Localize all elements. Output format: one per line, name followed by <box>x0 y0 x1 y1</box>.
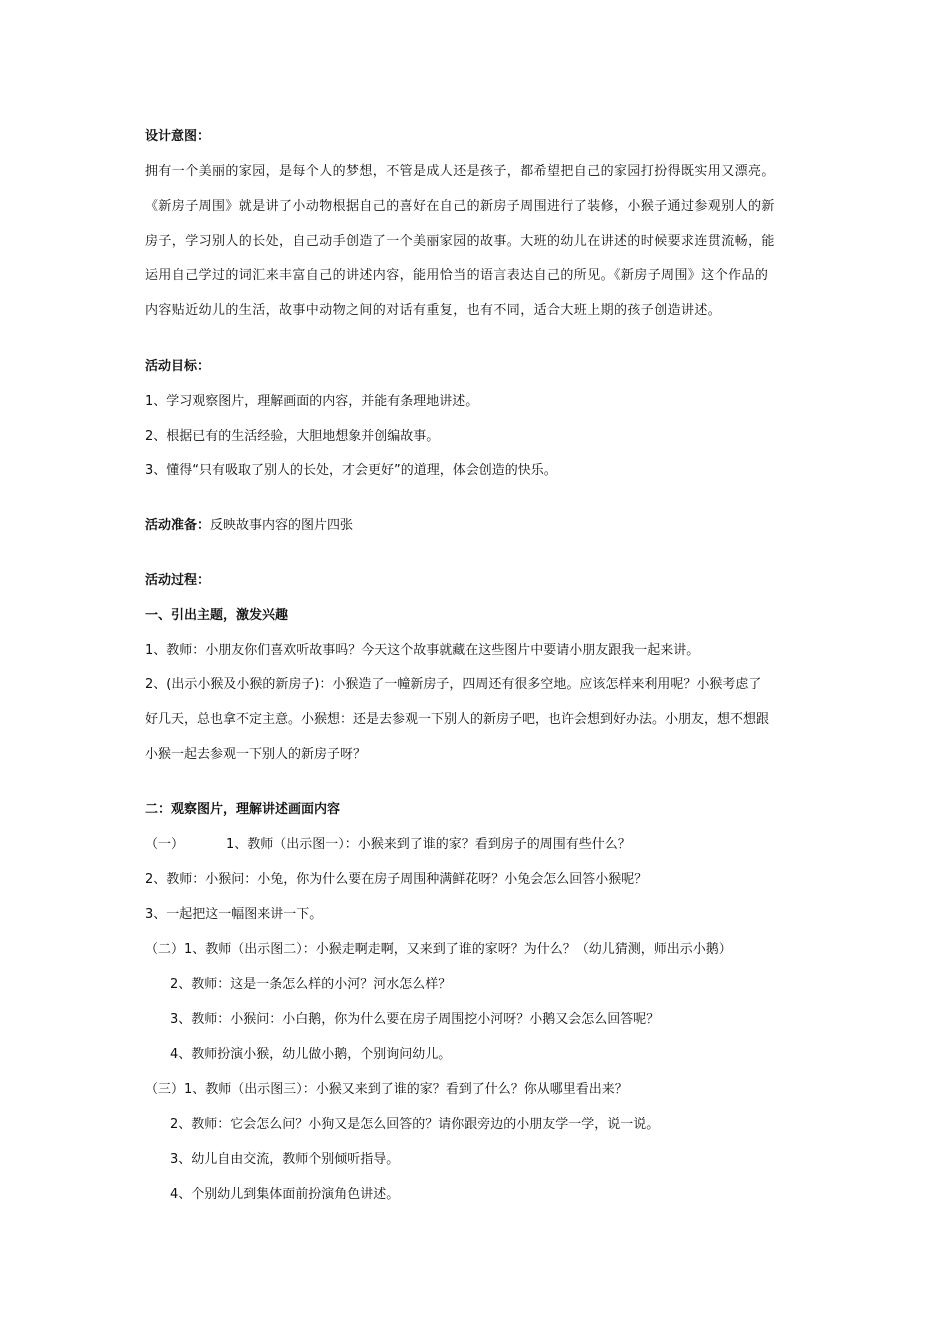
goals-heading: 活动目标： <box>145 359 211 374</box>
section3-line: 3、幼儿自由交流，教师个别倾听指导。 <box>170 1152 400 1167</box>
design-paragraph-line: 运用自己学过的词汇来丰富自己的讲述内容，能用恰当的语言表达自己的所见。《新房子周围》这个作品的 <box>145 268 769 283</box>
section3-line: （三）1、教师（出示图三）：小猴又来到了谁的家？看到了什么？你从哪里看出来？ <box>145 1082 628 1097</box>
prep-text: 反映故事内容的图片四张 <box>210 518 354 533</box>
goal-item: 3、懂得“只有吸取了别人的长处，才会更好”的道理，体会创造的快乐。 <box>145 463 557 478</box>
prep-label: 活动准备： <box>145 518 211 533</box>
part1-line: 好几天，总也拿不定主意。小猴想：还是去参观一下别人的新房子吧，也许会想到好办法。小朋友，想不想跟 <box>145 712 770 727</box>
part1-line: 2、(出示小猴及小猴的新房子)：小猴造了一幢新房子，四周还有很多空地。应该怎样来利用呢？小猴考虑了 <box>145 677 762 692</box>
section2-line: 2、教师：这是一条怎么样的小河？河水怎么样？ <box>170 977 452 992</box>
process-heading: 活动过程： <box>145 573 211 588</box>
section1-line1 <box>145 835 631 855</box>
section2-line: 4、教师扮演小猴，幼儿做小鹅，个别询问幼儿。 <box>170 1047 452 1062</box>
section2-line: 3、教师：小猴问：小白鹅，你为什么要在房子周围挖小河呀？小鹅又会怎么回答呢？ <box>170 1012 660 1027</box>
design-paragraph-line: 《新房子周围》就是讲了小动物根据自己的喜好在自己的新房子周围进行了装修，小猴子通过参观别人的新 <box>145 199 775 214</box>
part2-heading: 二：观察图片，理解讲述画面内容 <box>145 802 341 817</box>
section1-line: 3、一起把这一幅图来讲一下。 <box>145 907 323 922</box>
section1-text: 1、教师（出示图一）：小猴来到了谁的家？看到房子的周围有些什么？ <box>226 837 631 852</box>
section2-line: （二）1、教师（出示图二）：小猴走啊走啊，又来到了谁的家呀？为什么？（幼儿猜测，师出示小鹅） <box>145 942 732 957</box>
section1-line: 2、教师：小猴问：小兔，你为什么要在房子周围种满鲜花呀？小兔会怎么回答小猴呢？ <box>145 872 648 887</box>
design-paragraph-line: 房子，学习别人的长处，自己动手创造了一个美丽家园的故事。大班的幼儿在讲述的时候要求连贯流畅，能 <box>145 234 775 249</box>
prep-line <box>145 516 353 536</box>
design-heading: 设计意图： <box>145 129 211 144</box>
section3-line: 2、教师：它会怎么问？小狗又是怎么回答的？请你跟旁边的小朋友学一学，说一说。 <box>170 1117 660 1132</box>
design-paragraph-line: 内容贴近幼儿的生活，故事中动物之间的对话有重复，也有不同，适合大班上期的孩子创造讲述。 <box>145 303 722 318</box>
part1-line: 1、教师：小朋友你们喜欢听故事吗？今天这个故事就藏在这些图片中要请小朋友跟我一起来讲。 <box>145 643 700 658</box>
section3-line: 4、个别幼儿到集体面前扮演角色讲述。 <box>170 1187 400 1202</box>
goal-item: 1、学习观察图片，理解画面的内容，并能有条理地讲述。 <box>145 394 479 409</box>
part1-line: 小猴一起去参观一下别人的新房子呀？ <box>145 747 367 762</box>
goal-item: 2、根据已有的生活经验，大胆地想象并创编故事。 <box>145 429 440 444</box>
part1-heading: 一、引出主题，激发兴趣 <box>145 608 289 623</box>
design-paragraph-line: 拥有一个美丽的家园，是每个人的梦想，不管是成人还是孩子，都希望把自己的家园打扮得既实用又漂亮。 <box>145 164 775 179</box>
section1-marker: （一） <box>145 837 185 852</box>
